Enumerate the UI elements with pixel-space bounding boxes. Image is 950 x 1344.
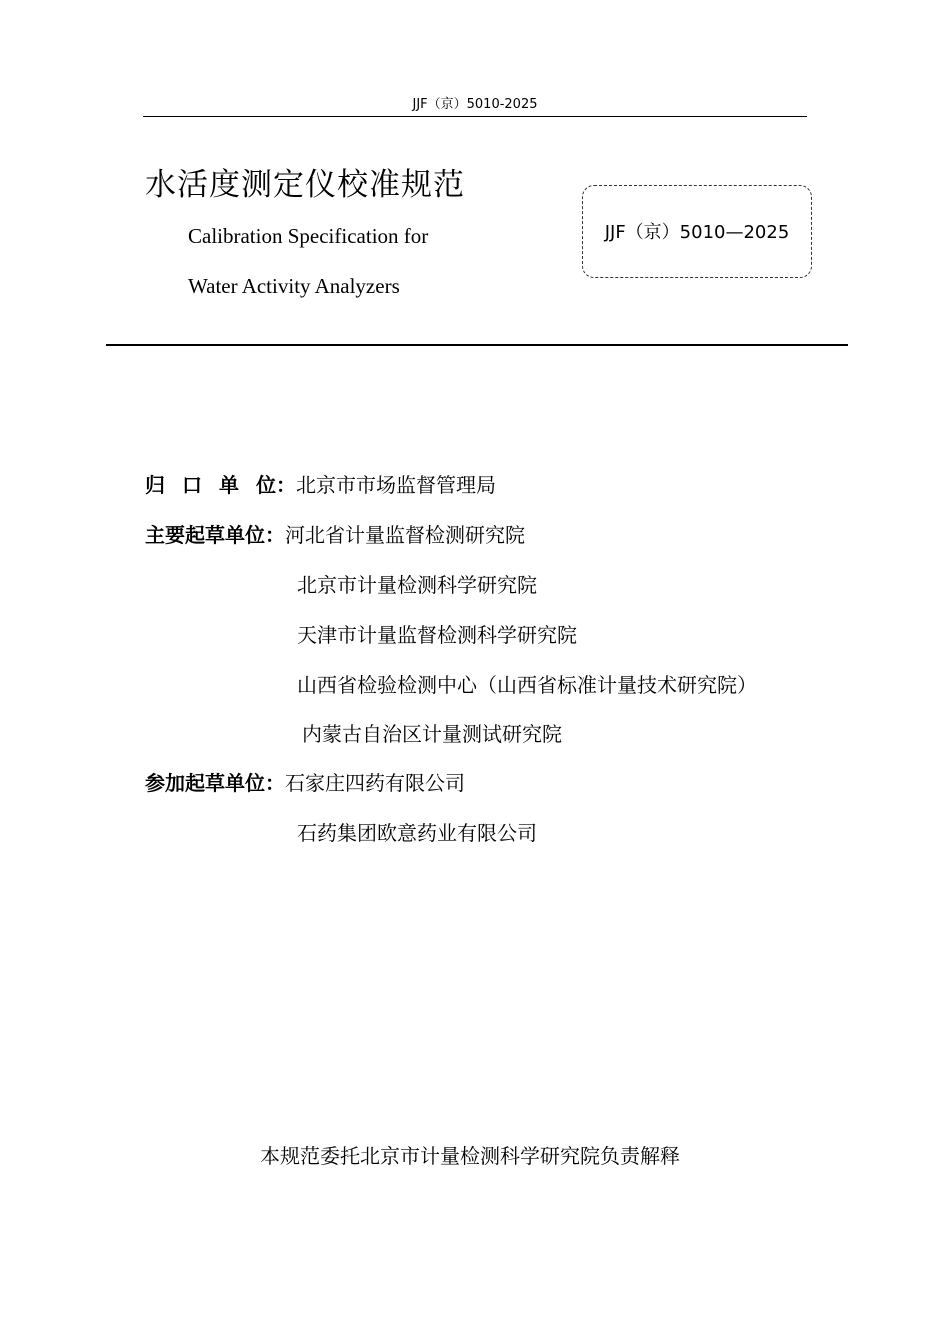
responsible-unit-label-end: 位： bbox=[256, 473, 296, 497]
document-title-cn: 水活度测定仪校准规范 bbox=[145, 167, 465, 203]
responsible-unit-value: 北京市市场监督管理局 bbox=[296, 473, 496, 497]
main-rule bbox=[106, 344, 848, 346]
interpretation-note: 本规范委托北京市计量检测科学研究院负责解释 bbox=[260, 1144, 680, 1168]
main-drafting-unit: 内蒙古自治区计量测试研究院 bbox=[302, 722, 562, 746]
code-box-text: JJF（京）5010—2025 bbox=[604, 222, 790, 243]
participating-drafting-label: 参加起草单位： bbox=[145, 771, 285, 795]
main-drafting-label: 主要起草单位： bbox=[145, 523, 285, 547]
header-rule bbox=[143, 116, 807, 117]
main-drafting-unit: 河北省计量监督检测研究院 bbox=[285, 523, 525, 547]
main-drafting-unit: 天津市计量监督检测科学研究院 bbox=[297, 623, 577, 647]
participating-drafting-unit: 石家庄四药有限公司 bbox=[285, 771, 465, 795]
document-title-en-line1: Calibration Specification for bbox=[188, 224, 429, 248]
participating-drafting-unit: 石药集团欧意药业有限公司 bbox=[297, 821, 537, 845]
document-title-en-line2: Water Activity Analyzers bbox=[188, 274, 400, 298]
responsible-unit-label: 归口单 bbox=[145, 473, 256, 497]
main-drafting-unit: 北京市计量检测科学研究院 bbox=[297, 573, 537, 597]
participating-drafting-row bbox=[145, 769, 465, 797]
main-drafting-row bbox=[145, 521, 525, 549]
responsible-unit-row bbox=[145, 471, 496, 499]
running-header-code: JJF（京）5010-2025 bbox=[412, 97, 538, 112]
main-drafting-unit: 山西省检验检测中心（山西省标准计量技术研究院） bbox=[297, 673, 757, 697]
